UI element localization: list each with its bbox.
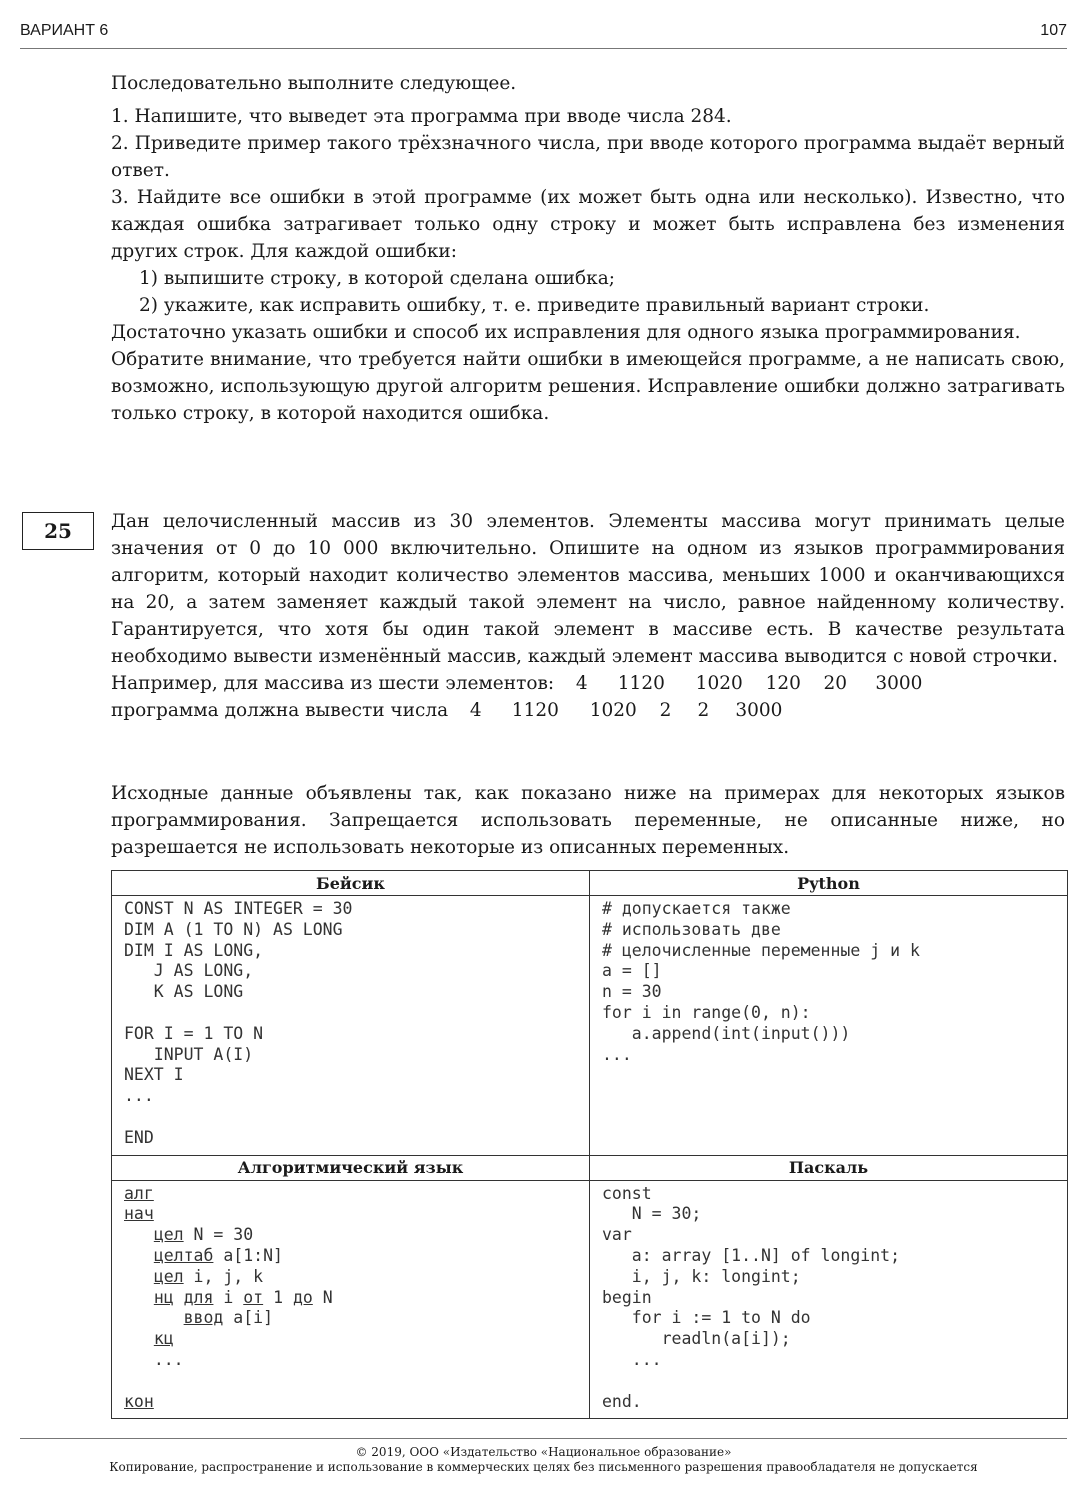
code-line <box>124 1392 577 1413</box>
code-line: var <box>602 1225 632 1245</box>
code-line: a = [] <box>602 961 662 981</box>
code-line <box>124 1225 577 1246</box>
algo-header: Алгоритмический язык <box>112 1155 590 1180</box>
code-line <box>124 1350 577 1371</box>
declarations-text: Исходные данные объявлены так, как показано ниже на примерах для некоторых языков программирования. Запрещается использовать переменные, не описанные ниже, но разрешается не использовать некоторые из описанных переменных. <box>111 783 1065 858</box>
code-line: # использовать две <box>602 919 781 939</box>
code-line <box>124 1329 577 1350</box>
code-line: FOR I = 1 TO N <box>124 1023 264 1043</box>
code-line: N = 30; <box>602 1204 702 1224</box>
code-line: DIM I AS LONG, <box>124 940 264 960</box>
keyword-dlya: для <box>183 1287 214 1307</box>
example-output-value: 4 <box>469 700 482 721</box>
instructions-lead: Последовательно выполните следующее. <box>111 73 517 94</box>
basic-header: Бейсик <box>112 871 590 896</box>
code-line: i, j, k: longint; <box>602 1266 801 1286</box>
code-line: J AS LONG, <box>124 961 254 981</box>
keyword-kc: кц <box>153 1329 174 1349</box>
keyword-nach: нач <box>124 1204 154 1224</box>
copyright-notice: © 2019, ООО «Издательство «Национальное образование» <box>355 1445 732 1459</box>
code-line: for i in range(0, n): <box>602 1002 811 1022</box>
example-input-value: 120 <box>765 673 801 694</box>
code-line: a: array [1..N] of longint; <box>602 1245 901 1265</box>
python-code <box>590 896 1068 1156</box>
code-line: END <box>124 1127 154 1147</box>
keyword-nc: нц <box>153 1287 174 1307</box>
code-line <box>124 1308 577 1329</box>
example-input-label: Например, для массива из шести элементов: <box>111 673 555 694</box>
code-text: a[1:N] <box>213 1245 283 1265</box>
code-line <box>602 1371 1055 1392</box>
keyword-cel: цел <box>153 1266 184 1286</box>
example-output-value: 1120 <box>511 700 559 721</box>
example-output-label: программа должна вывести числа <box>111 700 449 721</box>
keyword-celtab: целтаб <box>153 1245 214 1265</box>
keyword-do: до <box>292 1287 313 1307</box>
code-line: ... <box>602 1044 632 1064</box>
code-line: begin <box>602 1287 652 1307</box>
keyword-kon: кон <box>124 1391 154 1411</box>
pascal-code <box>590 1180 1068 1419</box>
keyword-cel: цел <box>153 1225 184 1245</box>
example-output-line <box>111 697 1065 724</box>
code-line: a.append(int(input())) <box>602 1023 851 1043</box>
code-line: ... <box>602 1349 662 1369</box>
keyword-alg: алг <box>124 1183 154 1203</box>
example-input-line <box>111 670 1065 697</box>
task-instructions <box>111 70 1065 427</box>
code-line <box>124 1267 577 1288</box>
code-line: NEXT I <box>124 1065 184 1085</box>
task-25-body <box>111 508 1065 724</box>
code-line: DIM A (1 TO N) AS LONG <box>124 919 343 939</box>
keyword-vvod: ввод <box>183 1308 224 1328</box>
code-text: N <box>322 1287 333 1307</box>
code-line: # целочисленные переменные j и k <box>602 940 920 960</box>
code-text: a[i] <box>223 1308 274 1328</box>
code-declarations-table <box>111 870 1068 1419</box>
example-input-value: 3000 <box>875 673 923 694</box>
declarations-note <box>111 780 1065 861</box>
code-text: N = 30 <box>183 1225 254 1245</box>
code-line: CONST N AS INTEGER = 30 <box>124 899 353 918</box>
page-number: 107 <box>1040 22 1067 39</box>
code-line: end. <box>602 1391 642 1411</box>
example-output-value: 3000 <box>735 700 783 721</box>
basic-code <box>112 896 590 1156</box>
example-output-value: 2 <box>659 700 672 721</box>
instruction-sub-2: 2) укажите, как исправить ошибку, т. е. приведите правильный вариант строки. <box>139 295 930 316</box>
code-line: K AS LONG <box>124 982 244 1002</box>
instruction-sub-1: 1) выпишите строку, в которой сделана ошибка; <box>139 268 615 289</box>
instruction-item-3: 3. Найдите все ошибки в этой программе (их может быть одна или несколько). Известно, что каждая ошибка затрагивает только одну строку и может быть исправлена без изменения других строк. Для каждой ошибки: <box>111 187 1065 262</box>
task-number-box: 25 <box>22 512 94 550</box>
code-line <box>124 1003 577 1024</box>
example-input-value: 20 <box>823 673 847 694</box>
example-input-value: 1120 <box>617 673 665 694</box>
python-header: Python <box>590 871 1068 896</box>
code-line: # допускается также <box>602 899 791 918</box>
variant-label: ВАРИАНТ 6 <box>20 22 109 39</box>
code-line <box>124 1288 577 1309</box>
code-line: ... <box>124 1086 154 1106</box>
pascal-header: Паскаль <box>590 1155 1068 1180</box>
example-input-value: 1020 <box>695 673 743 694</box>
rights-notice: Копирование, распространение и использование в коммерческих целях без письменного разрешения правообладателя не допускается <box>109 1460 978 1474</box>
example-output-value: 2 <box>697 700 710 721</box>
instruction-note-2: Обратите внимание, что требуется найти ошибки в имеющейся программе, а не написать свою, возможно, использующую другой алгоритм решения. Исправление ошибки должно затрагивать только строку, в которой находится ошибка. <box>111 349 1065 424</box>
code-text: i <box>223 1287 234 1307</box>
code-line <box>124 1184 577 1205</box>
code-text: ... <box>153 1349 184 1369</box>
algo-code <box>112 1180 590 1419</box>
task-statement: Дан целочисленный массив из 30 элементов. Элементы массива могут принимать целые значения от 0 до 10 000 включительно. Опишите на одном из языков программирования алгоритм, который находит количество элементов массива, меньших 1000 и оканчивающихся на 20, а затем заменяет каждый такой элемент на число, равное найденному количеству. Гарантируется, что хотя бы один такой элемент в массиве есть. В качестве результата необходимо вывести изменённый массив, каждый элемент массива выводится с новой строчки. <box>111 511 1065 667</box>
example-input-value: 4 <box>575 673 588 694</box>
example-output-value: 1020 <box>589 700 637 721</box>
code-line: INPUT A(I) <box>124 1044 254 1064</box>
page-header <box>20 20 1067 49</box>
code-line: for i := 1 to N do <box>602 1308 811 1328</box>
code-text: 1 <box>273 1287 283 1307</box>
keyword-ot: от <box>243 1287 264 1307</box>
code-line <box>124 1204 577 1225</box>
code-line: const <box>602 1183 652 1203</box>
instruction-item-2: 2. Приведите пример такого трёхзначного числа, при вводе которого программа выдаёт верный ответ. <box>111 133 1065 181</box>
page-footer <box>20 1438 1067 1474</box>
code-text: i, j, k <box>183 1266 264 1286</box>
code-line <box>124 1107 577 1128</box>
code-line: n = 30 <box>602 982 662 1002</box>
instruction-note-1: Достаточно указать ошибки и способ их исправления для одного языка программирования. <box>111 322 1021 343</box>
instruction-item-1: 1. Напишите, что выведет эта программа при вводе числа 284. <box>111 106 732 127</box>
code-line: readln(a[i]); <box>602 1329 791 1349</box>
code-line <box>124 1371 577 1392</box>
code-line <box>124 1246 577 1267</box>
